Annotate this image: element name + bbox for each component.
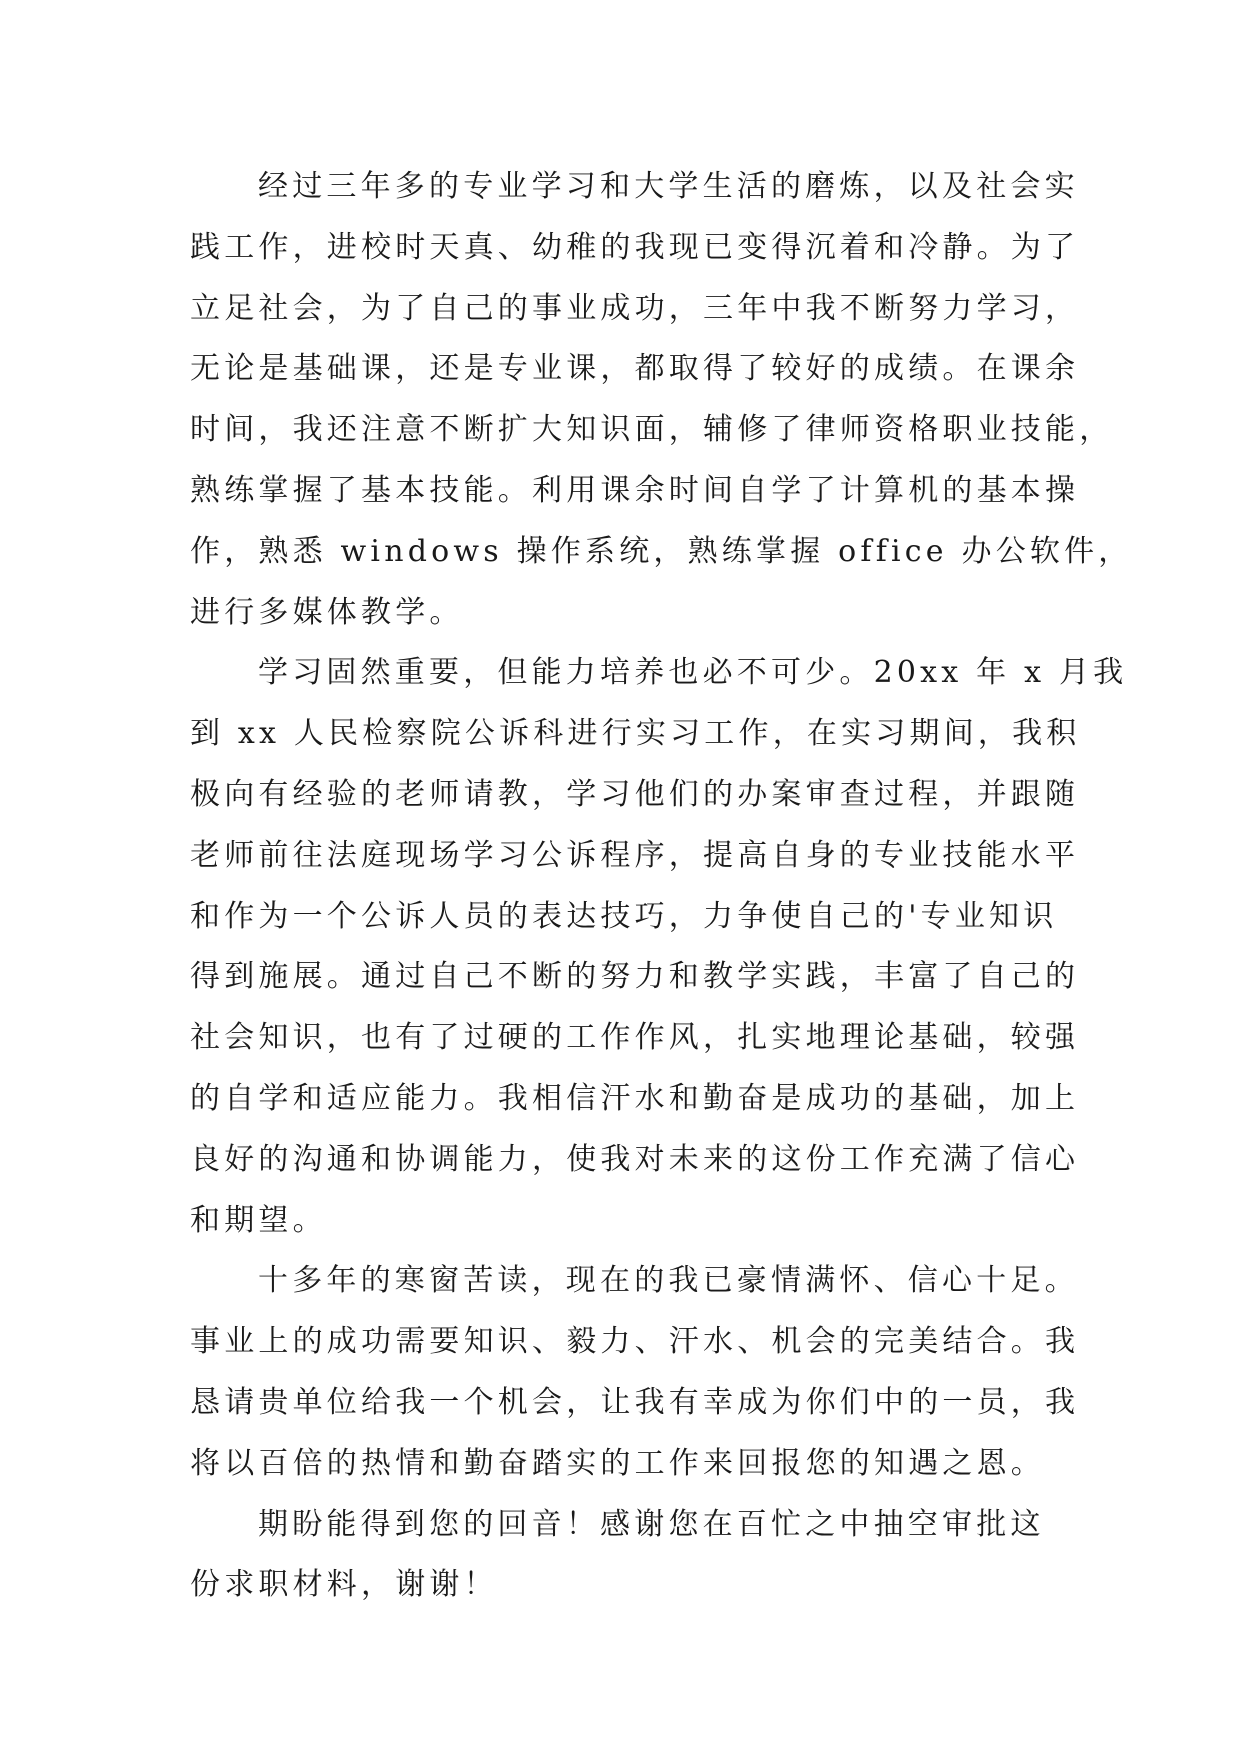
- paragraph-4: [190, 1495, 1070, 1617]
- text-line: 事业上的成功需要知识、毅力、汗水、机会的完美结合。我: [190, 1324, 1080, 1360]
- document-body: [190, 157, 1133, 1616]
- text-line: 十多年的寒窗苦读，现在的我已豪情满怀、信心十足。: [258, 1263, 1079, 1299]
- text-line: 熟练掌握了基本技能。利用课余时间自学了计算机的基本操: [190, 472, 1080, 508]
- text-line: 恳请贵单位给我一个机会，让我有幸成为你们中的一员，我: [190, 1384, 1080, 1420]
- text-line: 和作为一个公诉人员的表达技巧，力争使自己的'专业知识: [190, 898, 1058, 934]
- text-line: 时间，我还注意不断扩大知识面，辅修了律师资格职业技能，: [190, 412, 1114, 448]
- text-line: 学习固然重要，但能力培养也必不可少。20xx 年 x 月我: [258, 655, 1128, 691]
- text-line: 份求职材料，谢谢！: [190, 1567, 498, 1603]
- text-line: 社会知识，也有了过硬的工作作风，扎实地理论基础，较强: [190, 1020, 1080, 1056]
- text-line: 进行多媒体教学。: [190, 594, 464, 630]
- text-line: 将以百倍的热情和勤奋踏实的工作来回报您的知遇之恩。: [190, 1445, 1045, 1481]
- text-line: 到 xx 人民检察院公诉科进行实习工作，在实习期间，我积: [190, 716, 1081, 752]
- text-line: 极向有经验的老师请教，学习他们的办案审查过程，并跟随: [190, 776, 1080, 812]
- text-line: 的自学和适应能力。我相信汗水和勤奋是成功的基础，加上: [190, 1080, 1080, 1116]
- text-line: 得到施展。通过自己不断的努力和教学实践，丰富了自己的: [190, 959, 1080, 995]
- paragraph-3: [190, 1251, 1080, 1494]
- text-line: 期盼能得到您的回音！感谢您在百忙之中抽空审批这: [258, 1506, 1045, 1542]
- text-line: 经过三年多的专业学习和大学生活的磨炼，以及社会实: [258, 169, 1079, 204]
- text-line: 老师前往法庭现场学习公诉程序，提高自身的专业技能水平: [190, 837, 1080, 873]
- text-line: 作，熟悉 windows 操作系统，熟练掌握 office 办公软件，: [190, 533, 1133, 569]
- text-line: 立足社会，为了自己的事业成功，三年中我不断努力学习，: [190, 290, 1080, 326]
- text-line: 和期望。: [190, 1202, 327, 1238]
- text-line: 无论是基础课，还是专业课，都取得了较好的成绩。在课余: [190, 351, 1080, 387]
- paragraph-2: [190, 643, 1128, 1251]
- paragraph-1: [190, 157, 1133, 643]
- text-line: 践工作，进校时天真、幼稚的我现已变得沉着和冷静。为了: [190, 229, 1080, 265]
- text-line: 良好的沟通和协调能力，使我对未来的这份工作充满了信心: [190, 1141, 1080, 1177]
